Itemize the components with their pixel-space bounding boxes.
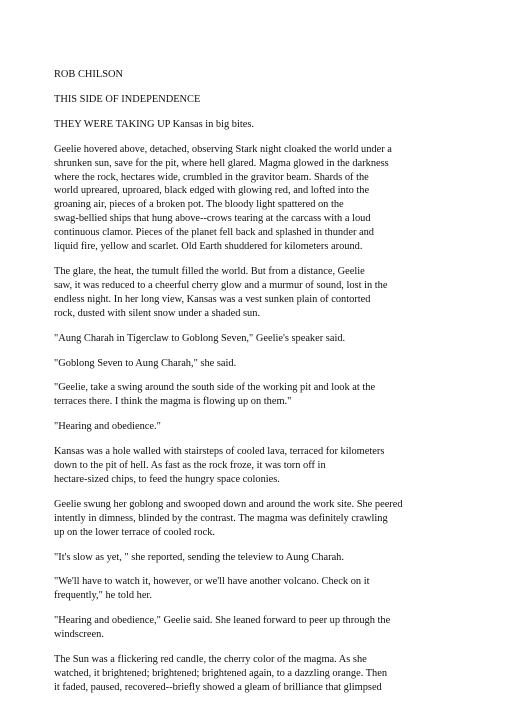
- paragraph: [54, 381, 474, 409]
- text-line: up on the lower terrace of cooled rock.: [54, 526, 215, 538]
- text-line: "Hearing and obedience.": [54, 421, 161, 433]
- paragraph: [54, 445, 474, 487]
- paragraph: [54, 575, 474, 603]
- text-line: "Goblong Seven to Aung Charah," she said.: [54, 357, 237, 369]
- text-line: down to the pit of hell. As fast as the rock froze, it was torn off in: [54, 460, 326, 472]
- paragraph: [54, 498, 474, 540]
- paragraph: [54, 143, 474, 254]
- text-line: shrunken sun, save for the pit, where hell glared. Magma glowed in the darkness: [54, 157, 389, 169]
- text-line: Geelie swung her goblong and swooped down and around the work site. She peered: [54, 498, 403, 510]
- text-line: "It's slow as yet, " she reported, sending the teleview to Aung Charah.: [54, 551, 344, 563]
- story-title: THIS SIDE OF INDEPENDENCE: [54, 93, 201, 105]
- text-line: where the rock, hectares wide, crumbled in the gravitor beam. Shards of the: [54, 171, 369, 183]
- text-line: world upreared, uproared, black edged with glowing red, and lofted into the: [54, 185, 370, 197]
- text-line: continuous clamor. Pieces of the planet fell back and splashed in thunder and: [54, 227, 374, 239]
- text-line: The Sun was a flickering red candle, the cherry color of the magma. As she: [54, 654, 367, 666]
- text-line: "Geelie, take a swing around the south side of the working pit and look at the: [54, 382, 376, 394]
- text-line: rock, dusted with silent snow under a shaded sun.: [54, 307, 261, 319]
- paragraph: [54, 118, 474, 132]
- text-line: windscreen.: [54, 629, 104, 641]
- text-line: The glare, the heat, the tumult filled the world. But from a distance, Geelie: [54, 265, 365, 277]
- paragraph: [54, 653, 474, 695]
- document-body: [54, 68, 474, 706]
- text-line: frequently," he told her.: [54, 590, 152, 602]
- paragraph: [54, 420, 474, 434]
- text-line: liquid fire, yellow and scarlet. Old Earth shuddered for kilometers around.: [54, 241, 363, 253]
- text-line: intently in dimness, blinded by the contrast. The magma was definitely crawling: [54, 512, 388, 524]
- text-line: endless night. In her long view, Kansas was a vest sunken plain of contorted: [54, 293, 371, 305]
- paragraph: [54, 614, 474, 642]
- text-line: groaning air, pieces of a broken pot. The bloody light spattered on the: [54, 199, 344, 211]
- text-line: Geelie hovered above, detached, observing Stark night cloaked the world under a: [54, 143, 392, 155]
- text-line: Kansas was a hole walled with stairsteps of cooled lava, terraced for kilometers: [54, 446, 385, 458]
- paragraph: [54, 551, 474, 565]
- text-line: "Hearing and obedience," Geelie said. She leaned forward to peer up through the: [54, 615, 391, 627]
- text-line: watched, it brightened; brightened; brightened again, to a dazzling orange. Then: [54, 668, 388, 679]
- text-line: saw, it was reduced to a cheerful cherry glow and a murmur of sound, lost in the: [54, 279, 388, 291]
- author-name: ROB CHILSON: [54, 69, 123, 80]
- paragraph: [54, 332, 474, 346]
- author-line: [54, 68, 474, 82]
- text-line: "We'll have to watch it, however, or we'll have another volcano. Check on it: [54, 576, 370, 588]
- paragraph: [54, 265, 474, 321]
- text-line: swag-bellied ships that hung above--crows tearing at the carcass with a loud: [54, 213, 371, 225]
- text-line: "Aung Charah in Tigerclaw to Goblong Seven," Geelie's speaker said.: [54, 332, 346, 344]
- text-line: THEY WERE TAKING UP Kansas in big bites.: [54, 118, 255, 130]
- text-line: it faded, paused, recovered--briefly showed a gleam of brilliance that glimpsed: [54, 681, 382, 693]
- text-line: terraces there. I think the magma is flowing up on them.": [54, 396, 292, 408]
- paragraph: [54, 357, 474, 371]
- title-line: [54, 93, 474, 107]
- text-line: hectare-sized chips, to feed the hungry space colonies.: [54, 473, 280, 485]
